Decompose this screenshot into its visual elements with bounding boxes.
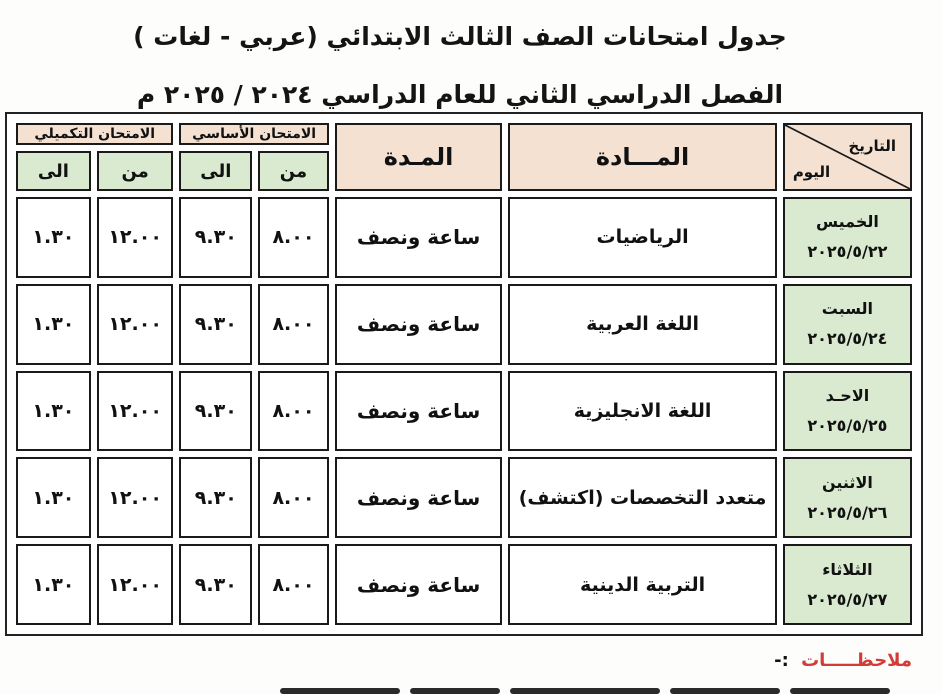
- day-date-cell: [783, 284, 912, 365]
- table-row: [16, 544, 912, 625]
- subject-header: المـــادة: [508, 123, 776, 191]
- date-label: ٢٠٢٥/٥/٢٥: [807, 415, 888, 435]
- day-label: الخميس: [815, 212, 879, 232]
- day-date-cell: [783, 544, 912, 625]
- supp-to-header: الى: [16, 151, 91, 191]
- table-row: [16, 284, 912, 365]
- supp-to-cell: ١.٣٠: [16, 197, 91, 278]
- supplementary-exam-header: الامتحان التكميلي: [16, 123, 173, 145]
- date-label: ٢٠٢٥/٥/٢٤: [807, 329, 888, 349]
- basic-to-cell: ٩.٣٠: [179, 371, 252, 452]
- supp-to-cell: ١.٣٠: [16, 284, 91, 365]
- date-day-header-cell: [783, 123, 912, 191]
- supp-to-cell: ١.٣٠: [16, 544, 91, 625]
- duration-cell: ساعة ونصف: [335, 284, 503, 365]
- day-date-cell: [783, 457, 912, 538]
- duration-cell: ساعة ونصف: [335, 544, 503, 625]
- page-title: جدول امتحانات الصف الثالث الابتدائي (عربي - لغات ): [133, 22, 787, 51]
- supp-to-cell: ١.٣٠: [16, 457, 91, 538]
- subject-cell: اللغة العربية: [508, 284, 776, 365]
- cut-off-text-line: [270, 686, 910, 694]
- basic-exam-header: الامتحان الأساسي: [179, 123, 328, 145]
- duration-header: المـدة: [335, 123, 503, 191]
- basic-to-header: الى: [179, 151, 252, 191]
- basic-from-cell: ٨.٠٠: [258, 457, 329, 538]
- table-row: [16, 371, 912, 452]
- table-row: [16, 457, 912, 538]
- supp-to-cell: ١.٣٠: [16, 371, 91, 452]
- subject-cell: الرياضيات: [508, 197, 776, 278]
- day-label: الاثنين: [821, 472, 873, 492]
- table-row: [16, 197, 912, 278]
- day-label: الثلاثاء: [822, 559, 873, 579]
- page-subtitle: الفصل الدراسي الثاني للعام الدراسي ٢٠٢٤ / ٢٠٢٥ م: [136, 80, 784, 109]
- duration-cell: ساعة ونصف: [335, 457, 503, 538]
- basic-from-cell: ٨.٠٠: [258, 284, 329, 365]
- day-date-cell: [783, 197, 912, 278]
- notes-heading: [774, 650, 912, 671]
- supp-from-cell: ١٢.٠٠: [97, 284, 174, 365]
- basic-from-cell: ٨.٠٠: [258, 371, 329, 452]
- subject-cell: التربية الدينية: [508, 544, 776, 625]
- notes-label: ملاحظـــــات: [801, 650, 912, 671]
- date-label: ٢٠٢٥/٥/٢٧: [807, 589, 888, 609]
- basic-from-cell: ٨.٠٠: [258, 544, 329, 625]
- duration-cell: ساعة ونصف: [335, 197, 503, 278]
- day-label: السبت: [821, 299, 874, 319]
- basic-to-cell: ٩.٣٠: [179, 284, 252, 365]
- date-header-label: التاريخ: [848, 137, 896, 155]
- day-label: الاحـد: [825, 385, 870, 405]
- supp-from-cell: ١٢.٠٠: [97, 457, 174, 538]
- subject-cell: متعدد التخصصات (اكتشف): [508, 457, 776, 538]
- supp-from-cell: ١٢.٠٠: [97, 544, 174, 625]
- basic-to-cell: ٩.٣٠: [179, 544, 252, 625]
- subject-cell: اللغة الانجليزية: [508, 371, 776, 452]
- exam-schedule-table: [10, 117, 918, 631]
- supp-from-header: من: [97, 151, 174, 191]
- supp-from-cell: ١٢.٠٠: [97, 197, 174, 278]
- day-header-label: اليوم: [792, 163, 831, 181]
- notes-separator: :-: [774, 650, 789, 671]
- basic-to-cell: ٩.٣٠: [179, 457, 252, 538]
- basic-from-cell: ٨.٠٠: [258, 197, 329, 278]
- supp-from-cell: ١٢.٠٠: [97, 371, 174, 452]
- date-label: ٢٠٢٥/٥/٢٦: [807, 502, 888, 522]
- basic-from-header: من: [258, 151, 329, 191]
- basic-to-cell: ٩.٣٠: [179, 197, 252, 278]
- day-date-cell: [783, 371, 912, 452]
- duration-cell: ساعة ونصف: [335, 371, 503, 452]
- date-label: ٢٠٢٥/٥/٢٢: [807, 242, 888, 262]
